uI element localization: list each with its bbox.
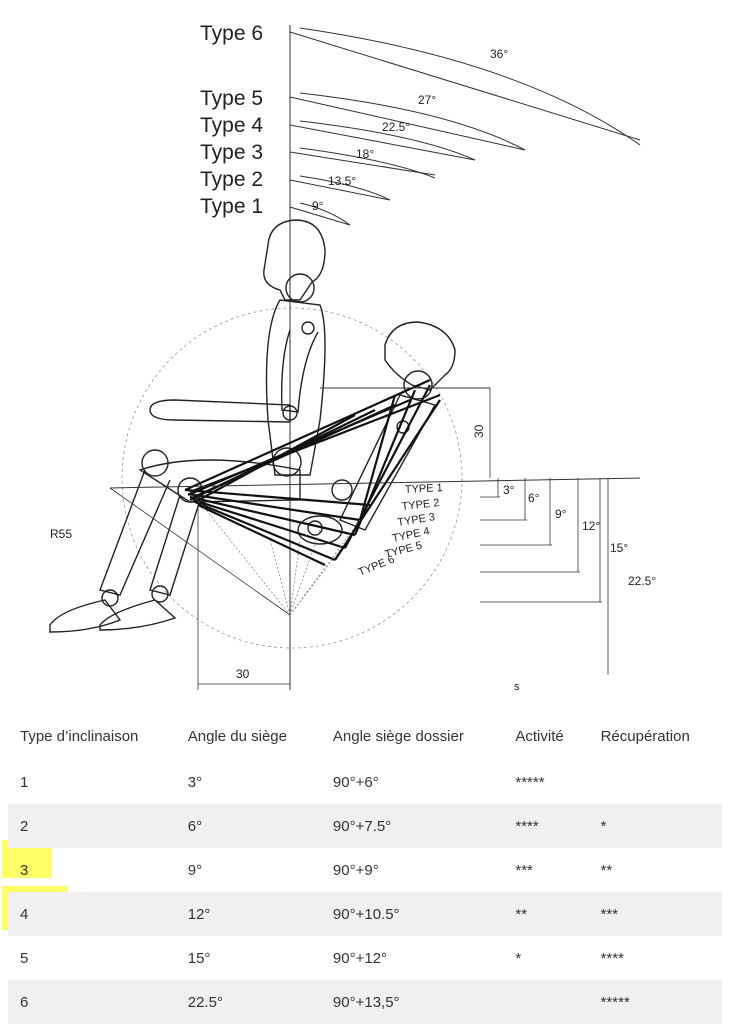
table-row: [8, 892, 722, 936]
cell-type: 1: [20, 773, 29, 791]
dim-label-9: 9°: [555, 507, 567, 521]
cell-seat-back-angle: 90°+12°: [332, 949, 388, 967]
arc-angle-13: 13.5°: [328, 174, 357, 188]
seat-label-6: TYPE 6: [356, 553, 397, 579]
header-seat-back-angle: Angle siège dossier: [332, 727, 464, 745]
table-row: [8, 848, 722, 892]
table-row: [8, 980, 722, 1024]
cell-type: 3: [20, 861, 29, 879]
header-seat-angle: Angle du siège: [187, 727, 287, 745]
seat-label-2: TYPE 2: [401, 497, 441, 513]
dim-label-3: 3°: [503, 483, 515, 497]
header-type: Type d’inclinaison: [20, 727, 139, 745]
cell-type: 4: [8, 892, 176, 936]
table-row: [8, 936, 722, 980]
radius-label: R55: [50, 527, 73, 541]
dim-label-12: 12°: [582, 519, 601, 533]
table-row: [8, 760, 722, 804]
cell-seat-angle: 22.5°: [176, 980, 321, 1024]
dim-label-30-bottom: 30: [236, 667, 250, 681]
cell-recovery: ***: [589, 892, 722, 936]
type-label-4: Type 4: [200, 114, 264, 137]
arc-angle-9: 9°: [312, 199, 324, 213]
cell-type: 2: [8, 804, 176, 848]
seat-label-5: TYPE 5: [383, 539, 424, 561]
cell-seat-angle: 15°: [187, 949, 211, 967]
type-label-1: Type 1: [200, 195, 264, 218]
header-recovery: Récupération: [600, 727, 690, 745]
cell-recovery: *: [589, 804, 722, 848]
cell-activity: ***: [515, 861, 533, 879]
cell-activity: ****: [503, 804, 588, 848]
cell-type: 5: [20, 949, 29, 967]
cell-activity: [503, 980, 588, 1024]
header-activity: Activité: [515, 727, 564, 745]
cell-seat-back-angle: 90°+6°: [332, 773, 379, 791]
cell-seat-angle: 3°: [187, 773, 203, 791]
cell-seat-back-angle: 90°+9°: [332, 861, 379, 879]
cell-recovery: [589, 760, 722, 804]
dim-label-15: 15°: [610, 541, 629, 555]
arc-angle-27: 27°: [418, 93, 437, 107]
arc-angle-36: 36°: [490, 47, 509, 61]
type-label-6: Type 6: [200, 22, 264, 45]
dim-label-6: 6°: [528, 491, 540, 505]
cell-recovery: *****: [589, 980, 722, 1024]
type-label-5: Type 5: [200, 87, 264, 110]
dim-label-30-vertical: 30: [472, 424, 486, 438]
cell-activity: *****: [515, 773, 545, 791]
table-header-row: [8, 712, 722, 760]
cell-seat-angle: 9°: [187, 861, 203, 879]
cell-recovery: ****: [600, 949, 624, 967]
type-label-2: Type 2: [200, 168, 264, 191]
reference-circle: [122, 308, 462, 648]
inclination-table: [8, 712, 722, 1024]
cell-type: 6: [8, 980, 176, 1024]
cell-seat-back-angle: 90°+7.5°: [321, 804, 503, 848]
table-row: [8, 804, 722, 848]
seat-label-1: TYPE 1: [404, 482, 444, 496]
bottom-dimension: [110, 488, 290, 690]
origin-fan: [190, 490, 360, 615]
upright-figure: [50, 220, 325, 632]
cell-seat-back-angle: 90°+10.5°: [321, 892, 503, 936]
type-label-3: Type 3: [200, 141, 264, 164]
stray-mark: s: [514, 681, 520, 693]
arc-angle-18: 18°: [356, 147, 375, 161]
cell-recovery: **: [600, 861, 613, 879]
cell-seat-back-angle: 90°+13,5°: [321, 980, 503, 1024]
type-leaders: [290, 28, 640, 225]
cell-activity: *: [515, 949, 522, 967]
seat-label-4: TYPE 4: [391, 525, 431, 545]
seat-label-3: TYPE 3: [396, 511, 436, 529]
cell-seat-angle: 12°: [176, 892, 321, 936]
arc-angle-22: 22.5°: [382, 120, 411, 134]
cell-activity: **: [503, 892, 588, 936]
dim-label-22: 22.5°: [628, 574, 657, 588]
cell-seat-angle: 6°: [176, 804, 321, 848]
